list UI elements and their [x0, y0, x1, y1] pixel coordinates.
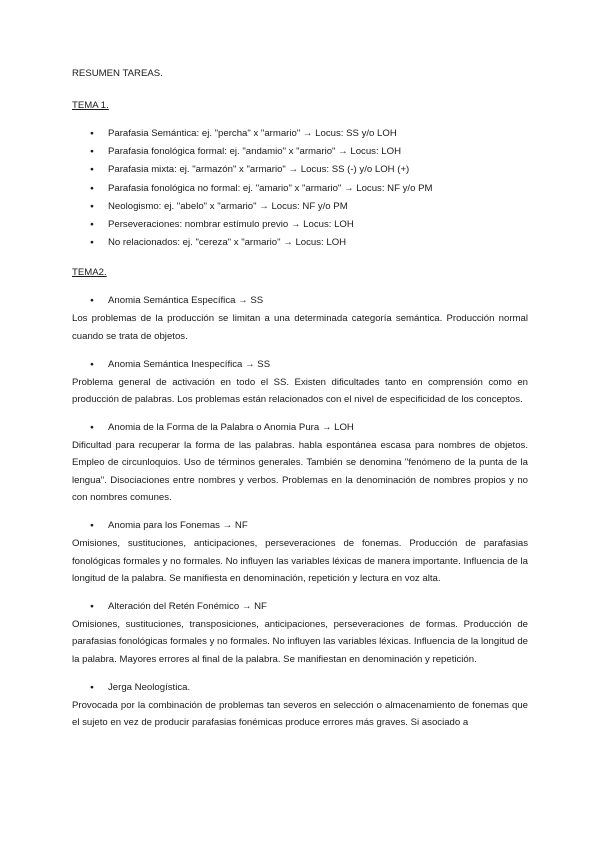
topic-body: Los problemas de la producción se limitan a una determinada categoría semántica. Producción normal cuando se trata de objetos.	[72, 313, 528, 342]
list-item: ● Neologismo: ej. "abelo" x "armario" → Locus: NF y/o PM	[72, 198, 528, 216]
list-item: ● No relacionados: ej. "cereza" x "armario" → Locus: LOH	[72, 234, 528, 252]
document-page	[72, 68, 528, 732]
list-item: ● Perseveraciones: nombrar estímulo previo → Locus: LOH	[72, 216, 528, 234]
list-item: ● Parafasia fonológica no formal: ej. "amario" x "armario" → Locus: NF y/o PM	[72, 180, 528, 198]
document-title: RESUMEN TAREAS.	[72, 68, 163, 79]
topic-title: ● Alteración del Retén Fonémico → NF	[72, 598, 528, 616]
topic-body: Omisiones, sustituciones, transposiciones, anticipaciones, perseveraciones de formas. Producción de parafasias fonológicas formales y no formales. No influyen las variables léxicas. Influencia de la longitud de la palabra. Mayores errores al final de la palabra. Se manifiestan en denominación y repetición.	[72, 618, 528, 666]
section-heading-tema2: TEMA2.	[72, 267, 107, 279]
topic-title: ● Anomia para los Fonemas → NF	[72, 517, 528, 535]
topic-body: Provocada por la combinación de problemas tan severos en selección o almacenamiento de fonemas que el sujeto en vez de producir parafasias fonémicas produce errores más graves. Si asociado a	[72, 699, 528, 729]
topic-title: ● Anomia de la Forma de la Palabra o Anomia Pura → LOH	[72, 419, 528, 437]
section-heading-tema1: TEMA 1.	[72, 100, 109, 111]
topic-title: ● Anomia Semántica Inespecífica → SS	[72, 356, 528, 374]
topic-body: Problema general de activación en todo el SS. Existen dificultades tanto en comprensión como en producción de palabras. Los problemas están relacionados con el nivel de especificidad de los conceptos.	[72, 376, 528, 406]
topic-title: ● Jerga Neologística.	[72, 679, 528, 697]
topic-body: Omisiones, sustituciones, anticipaciones, perseveraciones de fonemas. Producción de parafasias fonológicas formales y no formales. No influyen las variables léxicas de manera importante. Influencia de la longitud de la palabra. Se manifiesta en denominación, repetición y lectura en voz alta.	[72, 538, 528, 585]
topic-title: ● Anomia Semántica Específica → SS	[72, 292, 528, 310]
list-item: ● Parafasia mixta: ej. "armazón" x "armario" → Locus: SS (-) y/o LOH (+)	[72, 161, 528, 179]
topic-body: Dificultad para recuperar la forma de las palabras. habla espontánea escasa para nombres de objetos. Empleo de circunloquios. Uso de términos generales. También se denomina "fenómeno de la punta de la lengua". Disociaciones entre nombres y verbos. Problemas en la denominación de nombres propios y no con nombres comunes.	[72, 439, 528, 504]
list-item: ● Parafasia fonológica formal: ej. "andamio" x "armario" → Locus: LOH	[72, 143, 528, 161]
tema1-list	[72, 125, 528, 252]
list-item: ● Parafasia Semántica: ej. "percha" x "armario" → Locus: SS y/o LOH	[72, 125, 528, 143]
